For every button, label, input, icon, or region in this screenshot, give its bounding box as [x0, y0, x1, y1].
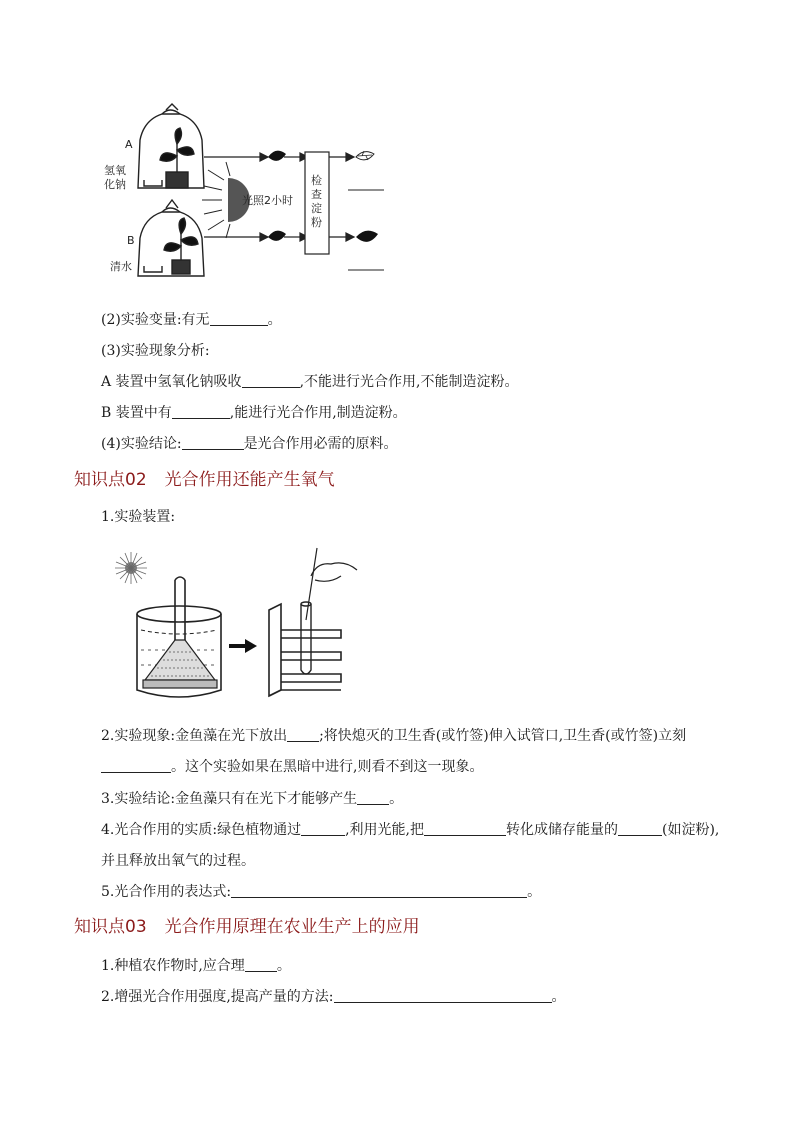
check-starch-label: 检 查 淀 粉	[311, 174, 322, 229]
heading-title: 光合作用原理在农业生产上的应用	[164, 917, 420, 937]
leaf-b-icon	[268, 231, 286, 241]
s2-item4-line1: 4.光合作用的实质:绿色植物通过 ,利用光能,把 转化成储存能量的 (如淀粉),	[101, 822, 720, 838]
s2-item5: 5.光合作用的表达式: 。	[101, 884, 542, 900]
leaf-a-icon	[268, 151, 286, 161]
s3-item1-blank[interactable]	[245, 957, 277, 972]
b-blank[interactable]	[172, 404, 230, 419]
light-duration-label: 光照2小时	[242, 194, 293, 207]
heading-number: 知识点02	[74, 470, 147, 490]
b-line: B 装置中有 ,能进行光合作用,制造淀粉。	[101, 405, 407, 421]
sun-icon	[115, 552, 147, 584]
s2-item4-line2: 并且释放出氧气的过程。	[101, 853, 255, 869]
s2-item3-blank[interactable]	[357, 790, 389, 805]
label-a: A	[125, 138, 133, 151]
water-label: 清水	[110, 260, 132, 273]
q3-line: (3)实验现象分析:	[101, 343, 210, 359]
s2-item2-blank1[interactable]	[287, 727, 319, 742]
s3-item1: 1.种植农作物时,应合理 。	[101, 958, 291, 974]
arrow-icon	[229, 639, 257, 653]
q2-blank[interactable]	[210, 311, 268, 326]
bag-b	[138, 200, 204, 276]
s3-item2: 2.增强光合作用强度,提高产量的方法: 。	[101, 989, 566, 1005]
heading-knowledge-02	[74, 470, 335, 490]
s2-item2-blank2[interactable]	[101, 758, 171, 773]
a-blank[interactable]	[242, 373, 300, 388]
figure-starch-experiment	[100, 100, 390, 280]
funnel	[143, 640, 217, 688]
s2-item4-blank2[interactable]	[424, 821, 506, 836]
hand-stick-icon	[306, 548, 357, 620]
heading-title: 光合作用还能产生氧气	[164, 470, 335, 490]
figure-oxygen-experiment	[105, 540, 365, 705]
label-b: B	[127, 234, 135, 247]
s2-item4-blank1[interactable]	[301, 821, 345, 836]
heading-knowledge-03	[74, 917, 420, 937]
s2-item4-blank3[interactable]	[618, 821, 662, 836]
bag-a	[138, 104, 204, 188]
naoh-label-line1: 氢氧	[104, 164, 126, 177]
q4-blank[interactable]	[182, 435, 244, 450]
s2-item5-blank[interactable]	[231, 883, 527, 898]
test-tube-rack	[269, 604, 341, 696]
a-line: A 装置中氢氧化钠吸收 ,不能进行光合作用,不能制造淀粉。	[101, 374, 519, 390]
naoh-label-line2: 化钠	[104, 178, 126, 191]
s3-item2-blank[interactable]	[334, 988, 552, 1003]
result-leaf-b-icon	[356, 231, 378, 242]
heading-number: 知识点03	[74, 917, 147, 937]
q2-line: (2)实验变量:有无 。	[101, 312, 282, 328]
s2-item1: 1.实验装置:	[101, 509, 176, 525]
s2-item2-line2: 。这个实验如果在黑暗中进行,则看不到这一现象。	[101, 758, 483, 776]
test-tube	[175, 577, 185, 640]
s2-item2-line1: 2.实验现象:金鱼藻在光下放出 ;将快熄灭的卫生香(或竹签)伸入试管口,卫生香(或竹签)立刻	[101, 728, 687, 744]
q4-line: (4)实验结论: 是光合作用必需的原料。	[101, 436, 398, 452]
s2-item3: 3.实验结论:金鱼藻只有在光下才能够产生 。	[101, 791, 404, 807]
